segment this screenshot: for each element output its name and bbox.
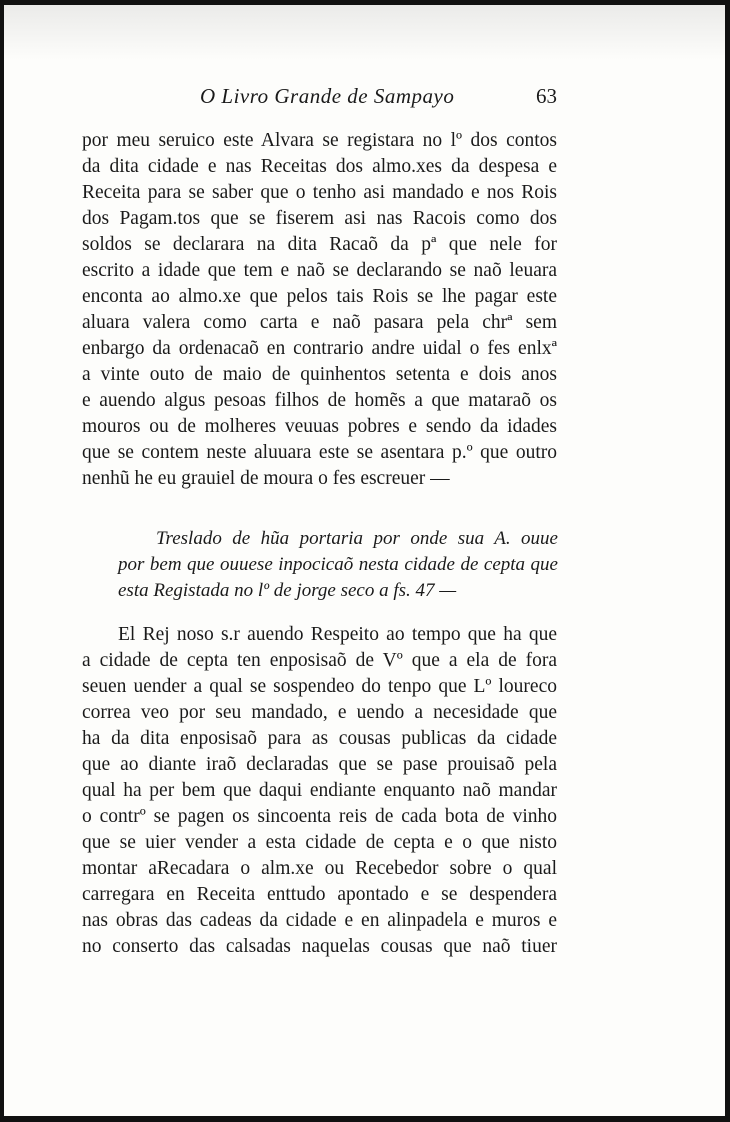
text-line: El Rej noso s.r auendo Respeito ao tempo que ha que [118,624,557,645]
text-line: que ao diante iraõ declaradas que se pase prouisaõ pela [82,754,557,775]
page-header [0,84,730,114]
text-line: por meu seruico este Alvara se registara no lº dos contos [82,130,557,151]
text-line: nenhũ he eu grauiel de moura o fes escreuer — [82,468,450,489]
text-line: dos Pagam.tos que se fiserem asi nas Racois como dos [82,208,557,229]
scan-border-right [725,0,730,1122]
text-line: Receita para se saber que o tenho asi mandado e nos Rois [82,182,557,203]
section-heading [118,526,558,604]
text-line: escrito a idade que tem e naõ se declarando se naõ leuara [82,260,557,281]
paragraph-2 [82,622,557,960]
text-line: mouros ou de molheres veuuas pobres e sendo da idades [82,416,557,437]
text-line: a vinte outo de maio de quinhentos setenta e dois anos [82,364,557,385]
text-line: seuen uender a qual se sospendeo do tenpo que Lº loureco [82,676,557,697]
text-line: que se contem neste aluuara este se asentara p.º que outro [82,442,557,463]
text-line: que se uier vender a esta cidade de cepta e o que nisto [82,832,557,853]
scan-border-bottom [0,1116,730,1122]
text-line: o contrº se pagen os sincoenta reis de cada bota de vinho [82,806,557,827]
text-line: da dita cidade e nas Receitas dos almo.xes da despesa e [82,156,557,177]
heading-line: Treslado de hũa portaria por onde sua A. ouue [156,528,558,549]
text-line: enconta ao almo.xe que pelos tais Rois se lhe pagar este [82,286,557,307]
scan-border-left [0,0,4,1122]
text-line: no conserto das calsadas naquelas cousas que naõ tiuer [82,936,557,957]
text-line: correa veo por seu mandado, e uendo a necesidade que [82,702,557,723]
text-line: aluara valera como carta e naõ pasara pela chrª sem [82,312,557,333]
text-line: carregara en Receita enttudo apontado e se despendera [82,884,557,905]
text-line: nas obras das cadeas da cidade e en alinpadela e muros e [82,910,557,931]
page-number: 63 [536,84,557,108]
text-line: ha da dita enposisaõ para as cousas publicas da cidade [82,728,557,749]
paragraph-1 [82,128,557,492]
heading-line: por bem que ouuese inpocicaõ nesta cidade de cepta que [118,554,558,575]
text-line: montar aRecadara o alm.xe ou Recebedor sobre o qual [82,858,557,879]
running-title: O Livro Grande de Sampayo [200,84,455,108]
scan-noise [4,5,725,60]
text-line: qual ha per bem que daqui endiante enquanto naõ mandar [82,780,557,801]
text-line: e auendo algus pesoas filhos de homẽs a que mataraõ os [82,390,557,411]
scan-border-top [0,0,730,5]
heading-line: esta Registada no lº de jorge seco a fs. 47 — [118,580,457,601]
text-line: soldos se declarara na dita Racaõ da pª que nele for [82,234,557,255]
text-line: enbargo da ordenacaõ en contrario andre uidal o fes enlxª [82,338,557,359]
text-line: a cidade de cepta ten enposisaõ de Vº que a ela de fora [82,650,557,671]
